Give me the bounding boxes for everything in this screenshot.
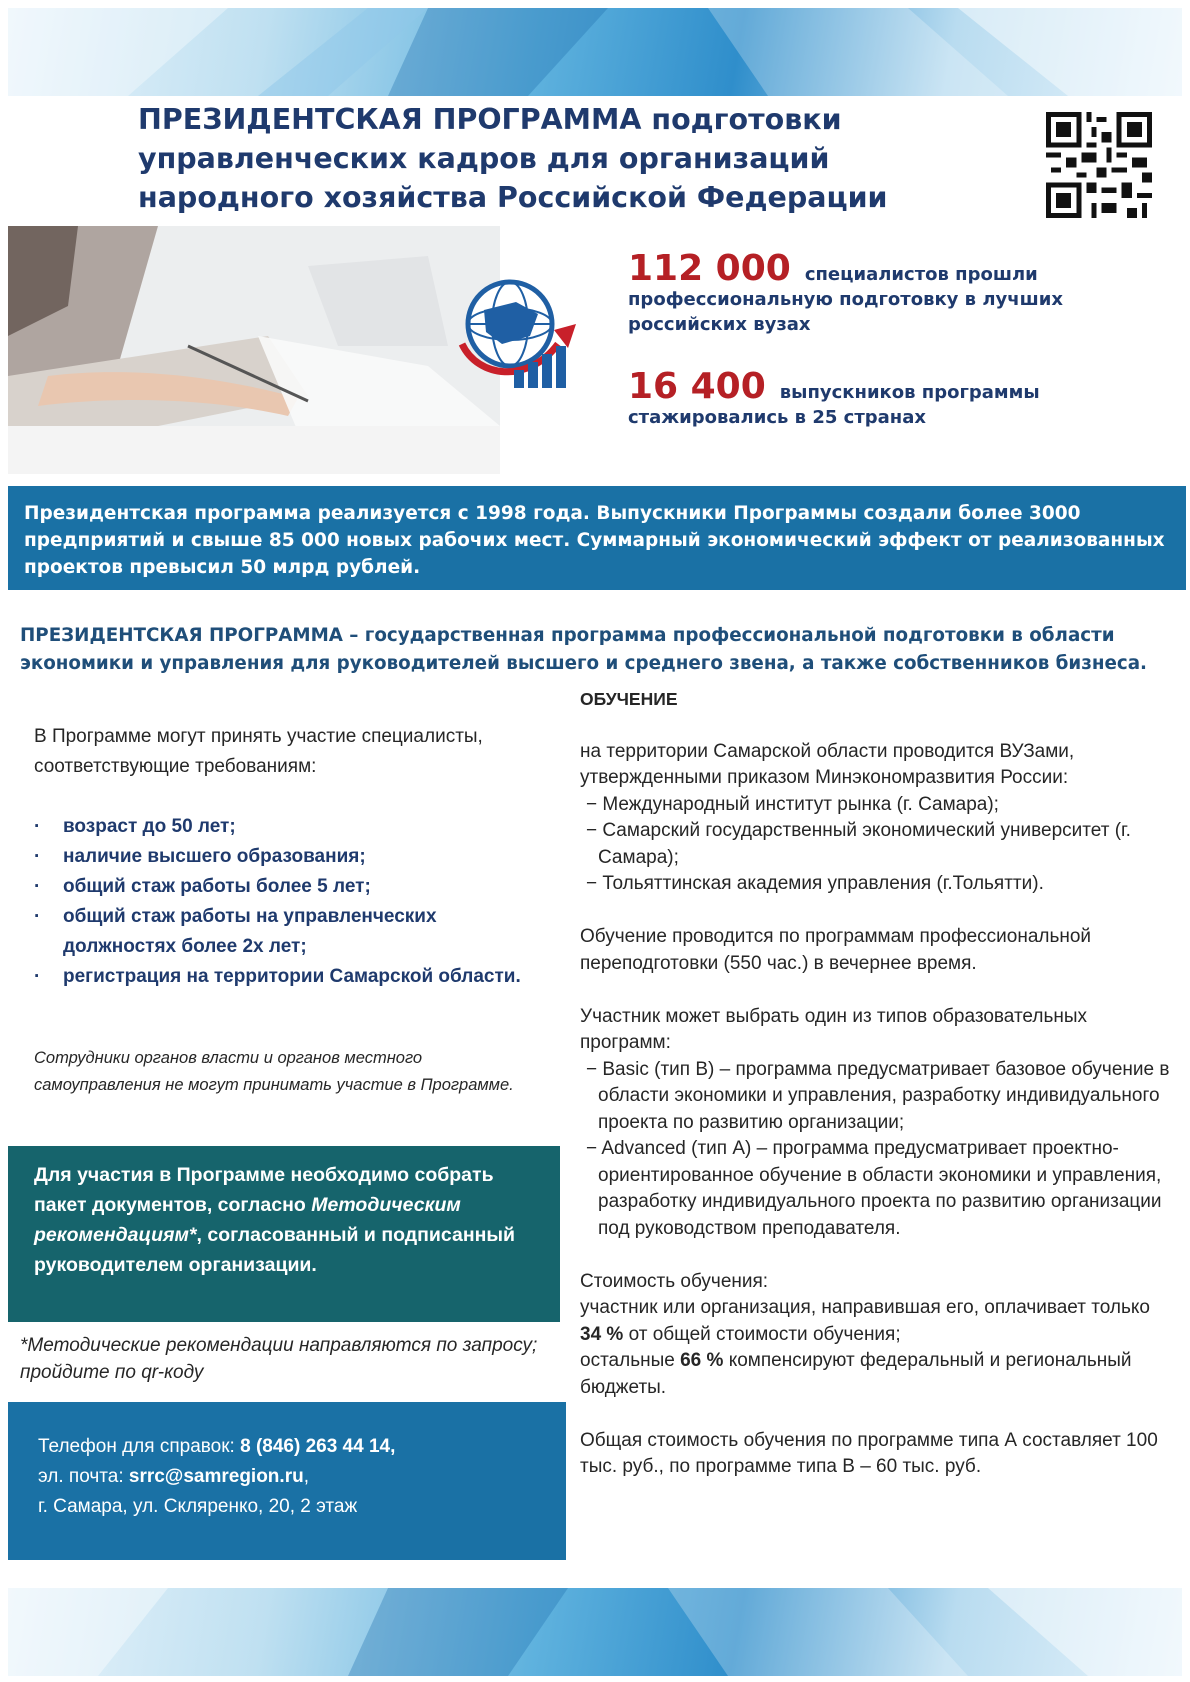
- documents-text-1: Для участия в Программе необходимо собрать пакет документов, согласно: [34, 1164, 494, 1216]
- total-cost: Общая стоимость обучения по программе типа А составляет 100 тыс. руб., по программе типа В – 60 тыс. руб.: [580, 1429, 1158, 1477]
- cost-budget: [580, 1348, 1170, 1401]
- title-rest: подготовки управленческих кадров для организаций народного хозяйства Российской Федерации: [138, 103, 888, 214]
- list-item: · возраст до 50 лет;: [34, 812, 544, 842]
- page-title: [138, 100, 998, 217]
- banner-text: Президентская программа реализуется с 1998 года. Выпускники Программы создали более 3000 предприятий и свыше 85 000 новых рабочих мест. Суммарный экономический эффект от реализованных проектов превысил 50 млрд рублей.: [24, 503, 1165, 578]
- contact-box: [8, 1402, 566, 1560]
- list-item: · наличие высшего образования;: [34, 842, 544, 872]
- cost-percent: 66 %: [680, 1350, 724, 1371]
- cost-text: участник или организация, направившая его, оплачивает только: [580, 1297, 1150, 1318]
- email-link[interactable]: srrc@samregion.ru: [128, 1466, 304, 1487]
- contact-address: г. Самара, ул. Скляренко, 20, 2 этаж: [38, 1496, 358, 1517]
- methodical-recommendations-link[interactable]: Методическим рекомендациям*: [34, 1194, 461, 1246]
- contact-phone-line: [38, 1432, 536, 1462]
- list-item: · регистрация на территории Самарской области.: [34, 962, 544, 992]
- cost-participant: [580, 1295, 1170, 1348]
- list-item: · общий стаж работы более 5 лет;: [34, 872, 544, 902]
- list-item: − Advanced (тип А) – программа предусматривает проектно-ориентированное обучение в области экономики и управления, разработку индивидуального проекта по развитию организации под руководством преподавателя.: [586, 1138, 1162, 1239]
- training-section: [580, 686, 1170, 1481]
- cost-percent: 34 %: [580, 1323, 624, 1345]
- globe-growth-icon: [458, 274, 578, 396]
- header-photo: [8, 226, 500, 474]
- eligibility-lead: В Программе могут принять участие специалисты, соответствующие требованиям:: [34, 726, 483, 777]
- phone-label: Телефон для справок:: [38, 1436, 241, 1457]
- email-suffix: ,: [303, 1466, 309, 1487]
- documents-text-2: , согласованный и подписанный руководителем организации.: [34, 1224, 516, 1276]
- cost-text: компенсируют федеральный и региональный бюджеты.: [580, 1350, 1132, 1398]
- documents-box: [8, 1146, 560, 1322]
- qr-code-icon[interactable]: [1046, 112, 1152, 218]
- program-types-intro: Участник может выбрать один из типов образовательных программ:: [580, 1005, 1087, 1053]
- email-label: эл. почта:: [38, 1466, 129, 1487]
- footnote: *Методические рекомендации направляются по запросу; пройдите по qr-коду: [20, 1335, 538, 1383]
- training-intro: на территории Самарской области проводится ВУЗами, утвержденными приказом Минэкономразвития России:: [580, 740, 1075, 788]
- training-mode: Обучение проводится по программам профессиональной переподготовки (550 час.) в вечернее время.: [580, 926, 1092, 974]
- info-banner: [8, 486, 1186, 590]
- stat-number: 112 000: [628, 248, 791, 289]
- list-item: · общий стаж работы на управленческих должностях более 2х лет;: [34, 902, 544, 962]
- header-decor-band: [8, 8, 1182, 96]
- eligibility-note: Сотрудники органов власти и органов местного самоуправления не могут принимать участие в Программе.: [34, 1049, 514, 1094]
- intro-text: – государственная программа профессиональной подготовки в области экономики и управления для руководителей высшего и среднего звена, а также собственников бизнеса.: [20, 625, 1147, 674]
- stat-specialists: [628, 248, 1168, 337]
- list-item: − Basic (тип В) – программа предусматривает базовое обучение в области экономики и управления, разработку индивидуального проекта по развитию организации;: [586, 1058, 1170, 1133]
- stat-graduates: [628, 366, 1168, 430]
- cost-text: от общей стоимости обучения;: [623, 1323, 901, 1345]
- training-heading: ОБУЧЕНИЕ: [580, 689, 678, 709]
- title-bold: ПРЕЗИДЕНТСКАЯ ПРОГРАММА: [138, 103, 642, 136]
- program-description: [20, 622, 1170, 677]
- footer-decor-band: [8, 1588, 1182, 1676]
- intro-bold: ПРЕЗИДЕНТСКАЯ ПРОГРАММА: [20, 625, 343, 646]
- list-item: − Тольяттинская академия управления (г.Тольятти).: [586, 873, 1044, 894]
- list-item: − Международный институт рынка (г. Самара);: [586, 793, 999, 815]
- stat-number: 16 400: [628, 366, 766, 407]
- stat-text: выпускников программы стажировались в 25 странах: [628, 382, 1040, 428]
- requirements-list: [34, 812, 544, 992]
- contact-email-line: [38, 1462, 536, 1492]
- list-item: − Самарский государственный экономический университет (г. Самара);: [586, 820, 1131, 868]
- cost-heading: Стоимость обучения:: [580, 1270, 769, 1292]
- phone-number[interactable]: 8 (846) 263 44 14,: [240, 1436, 396, 1457]
- cost-text: остальные: [580, 1350, 681, 1371]
- stat-text: специалистов прошли профессиональную подготовку в лучших российских вузах: [628, 264, 1063, 335]
